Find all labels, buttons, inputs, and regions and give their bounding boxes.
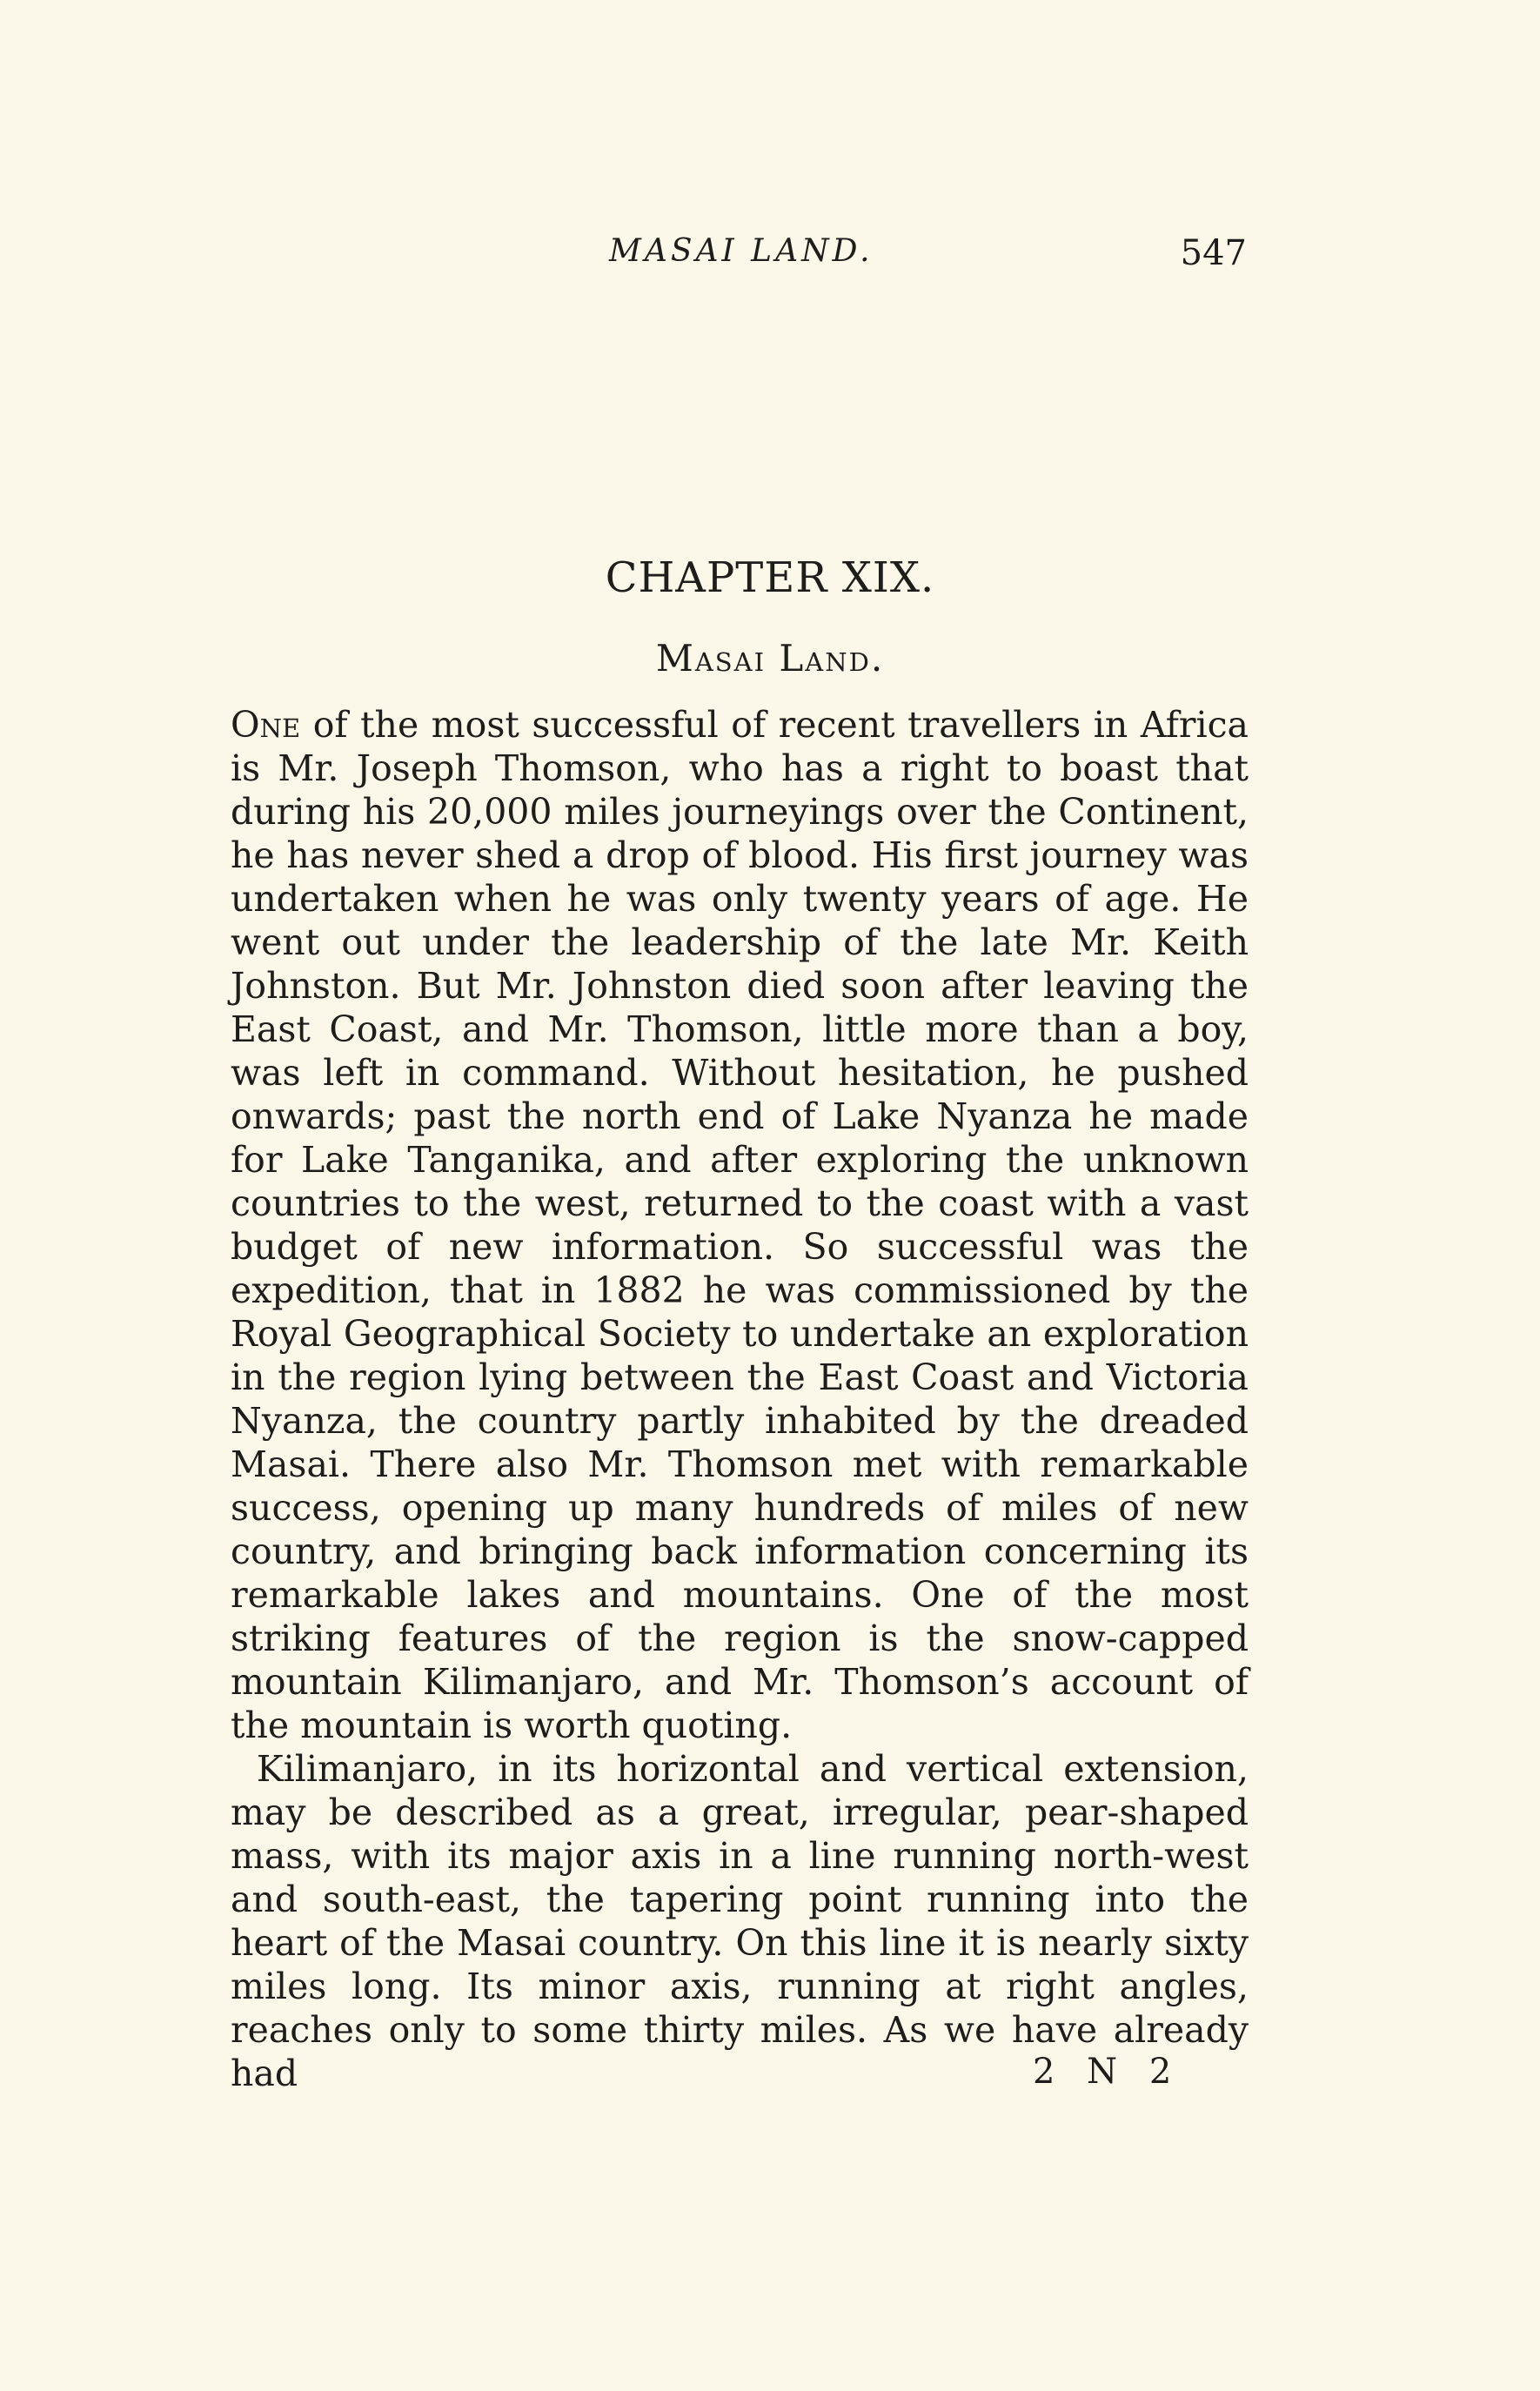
chapter-subtitle: Masai Land. (655, 637, 885, 680)
paragraph-1-text: of the most successful of recent travellers in Africa is Mr. Joseph Thomson, who has a right to boast that during his 20,000 miles journeyings over the Continent, he has never shed a drop of blood. His first journey was undertaken when he was only twenty years of age. He went out under the leadership of the late Mr. Keith Johnston. But Mr. Johnston died soon after leaving the East Coast, and Mr. Thomson, little more than a boy, was left in command. Without hesitation, he pushed onwards; past the north end of Lake Nyanza he made for Lake Tanganika, and after exploring the unknown countries to the west, returned to the coast with a vast budget of new information. So successful was the expedition, that in 1882 he was commissioned by the Royal Geographical Society to undertake an exploration in the region lying between the East Coast and Victoria Nyanza, the country partly inhabited by the dreaded Masai. There also Mr. Thomson met with remarkable success, opening up many hundreds of miles of new country, and bringing back information concerning its remarkable lakes and mountains. One of the most striking features of the region is the snow-capped mountain Kilimanjaro, and Mr. Thomson’s account of the mountain is worth quoting. (231, 704, 1249, 1746)
body-text (231, 703, 1249, 2095)
signature-mark: 2 N 2 (1033, 2052, 1182, 2092)
page-number: 547 (1180, 233, 1247, 273)
paragraph-1 (231, 703, 1249, 1747)
chapter-title: CHAPTER XIX. (605, 553, 935, 602)
running-head: MASAI LAND. (609, 233, 874, 269)
paragraph-2: Kilimanjaro, in its horizontal and vertical extension, may be described as a great, irregular, pear-shaped mass, with its major axis in a line running north-west and south-east, the tapering point running into the heart of the Masai country. On this line it is nearly sixty miles long. Its minor axis, running at right angles, reaches only to some thirty miles. As we have already had (231, 1748, 1249, 2094)
lead-word: One (231, 704, 301, 746)
